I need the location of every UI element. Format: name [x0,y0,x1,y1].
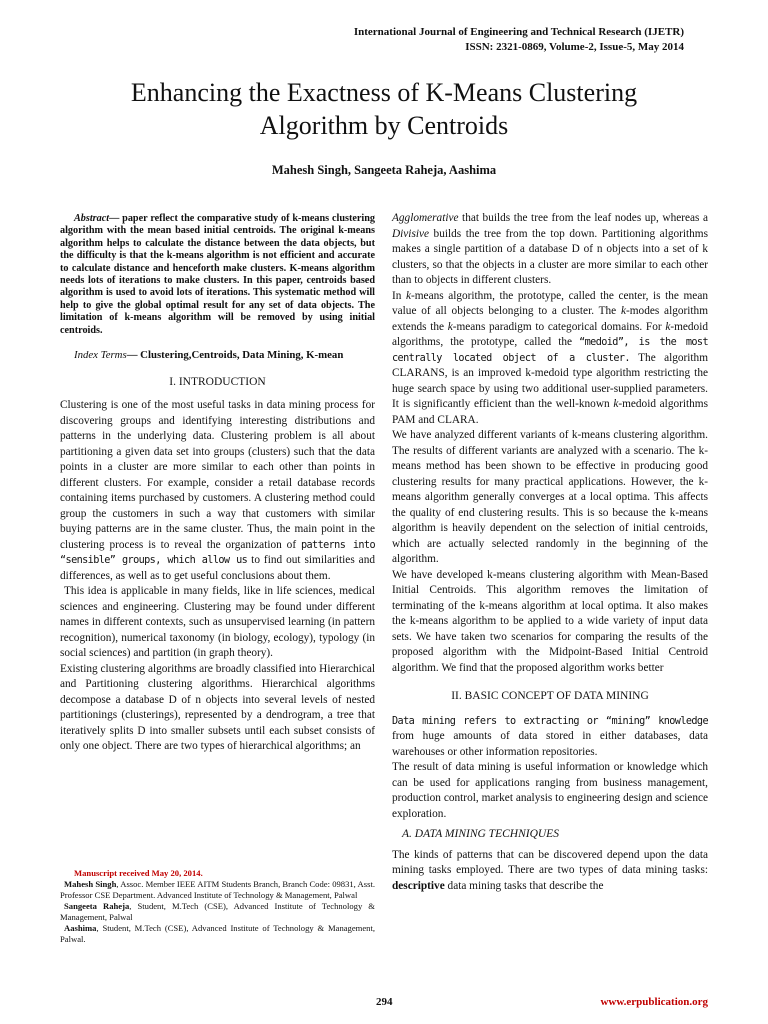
r2-e: -medoid algorithms, the prototype, called the [392,320,708,348]
index-terms-label: Index Terms [74,349,127,362]
intro-p1-text-a: Clustering is one of the most useful tasks in data mining process for discovering groups and identifying interesting distributions and patterns in the underlying data. Clustering problem is all about partitioning a given data set into groups (clusters) such that the data points in a cluster are more similar to each other than points in different clusters. For example, consider a retail database records containing items purchased by customers. A clustering method could group the customers in such a way that customers with similar buying patterns are in the same cluster. Thus, the main point in the clustering process is to reveal the organization of [60,399,375,551]
fn-name-1: Mahesh Singh [64,879,117,889]
r2-a: In [392,289,406,302]
dm-paragraph-2: The result of data mining is useful information or knowledge which can be used for applications ranging from business management, production control, market analysis to engineering design and science exploration. [392,761,708,820]
footnote-author-1 [60,879,375,901]
r2-d: -means paradigm to categorical domains. For [452,320,666,333]
r2-b: -means algorithm, the prototype, called the center, is the mean value of all objects belonging to a cluster. The [392,289,708,317]
r2-c: -modes algorithm extends the [392,305,708,333]
right-paragraph-3: We have analyzed different variants of k-means clustering algorithm. The results of different variants are analyzed with a scenario. The k-means method has been shown to be effective in producing good clustering results for many practical applications. However, the k-means algorithm generally converges at a local optima. This affects the quality of end clustering results. This is so because the k-means algorithm is heavily dependent on the selection of initial centroids, which are actually selected randomly in the beginning of the algorithm. [392,429,708,565]
index-terms [60,348,375,364]
journal-issn: ISSN: 2321-0869, Volume-2, Issue-5, May 2014 [465,41,684,53]
journal-header [354,25,684,55]
journal-name: International Journal of Engineering and Technical Research (IJETR) [353,26,684,38]
dm-p3-a: The kinds of patterns that can be discovered depend upon the data mining tasks employed. There are two types of data mining tasks: [392,848,708,876]
r2-k3: k [447,320,453,333]
r2-g: -medoid algorithms PAM and CLARA. [392,398,708,426]
section-2-heading: II. BASIC CONCEPT OF DATA MINING [451,690,649,702]
fn-text-3: , Student, M.Tech (CSE), Advanced Institute of Technology & Management, Palwal. [60,923,375,944]
manuscript-received: Manuscript received May 20, 2014. [74,868,203,878]
abstract-text: — paper reflect the comparative study of k-means clustering algorithm with the mean based initial centroids. The original k-means algorithm helps to calculate the distance between the data objects, but the difficulty is that the k-means algorithm is not efficient and accurate to calculate distance and henceforth make clusters. K-means algorithm needs lots of iterations to make clusters. In this paper, centroids based algorithm is used to avoid lots of iterations. This systematic method will help to give the global optimal result for any set of data objects. The limitation of k-means algorithm will be removed by using initial centroids. [60,213,375,336]
footnote-author-2 [60,901,375,923]
publisher-website: www.erpublication.org [600,996,708,1008]
subsection-a-heading: A. DATA MINING TECHNIQUES [402,828,559,840]
right-paragraph-4: We have developed k-means clustering algorithm with Mean-Based Initial Centroids. This algorithm removes the limitation of terminating of the k-means algorithm at local optima. It also makes the k-means algorithm to be applied to a wide variety of input data sets. We have taken two scenarios for comparing the results of the proposed algorithm with the Midpoint-Based Initial Centroid algorithm. We find that the proposed algorithm works better [392,568,708,674]
right-paragraph-2 [392,289,708,429]
title-line-2: Algorithm by Centroids [259,111,509,140]
left-column [60,213,375,755]
fn-name-3: Aashima [64,923,97,933]
dm-paragraph-3 [392,848,708,895]
dm-p1-text: from huge amounts of data stored in either databases, data warehouses or other information repositories. [392,730,708,758]
r1-text-a: that builds the tree from the leaf nodes up, whereas a [458,212,708,224]
dm-p3-bold: descriptive [392,879,445,892]
r2-mono: “medoid”, is the most centrally located object of a cluster. [392,337,708,364]
page-number: 294 [376,996,393,1008]
footnote [60,868,375,945]
authors: Mahesh Singh, Sangeeta Raheja, Aashima [271,163,497,177]
dm-p1-mono: Data mining refers to extracting or “mining” knowledge [392,715,708,727]
r2-k2: k [620,305,626,317]
right-column [392,211,708,894]
r2-k5: k [613,398,619,410]
footnote-author-3 [60,923,375,945]
intro-p1-text-b: to find out similarities and differences, as well as to get useful conclusions about them. [60,554,375,582]
r1-text-b: builds the tree from the top down. Partitioning algorithms makes a single partition of a database D of n objects into a set of k clusters, so that the objects in a cluster are more similar to each other than to objects in different clusters. [392,227,708,286]
fn-text-2: , Student, M.Tech (CSE), Advanced Institute of Technology & Management, Palwal [60,901,375,922]
r2-f: The algorithm CLARANS, is an improved k-medoid type algorithm restricting the huge search space by using two additional user-supplied parameters. It is significantly efficient than the well-known [392,351,708,410]
term-agglomerative: Agglomerative [392,212,459,224]
paper-title [60,76,708,142]
intro-paragraph-2: This idea is applicable in many fields, like in life sciences, medical sciences and engineering. Clustering may be found under different names in different contexts, such as unsupervised learning (in pattern recognition), numerical taxonomy (in biology, ecology), typology (in social sciences) and partition (in graph theory). [60,585,375,660]
right-paragraph-1 [392,211,708,289]
title-line-1: Enhancing the Exactness of K-Means Clustering [130,78,638,107]
intro-p1-mono: patterns into “sensible” groups, which allow us [60,539,375,567]
intro-paragraph-3: Existing clustering algorithms are broadly classified into Hierarchical and Partitioning clustering algorithms. Hierarchical algorithms decompose a database D of n objects into several levels of nested partitionings (clusterings), represented by a dendrogram, a tree that iteratively splits D into smaller subsets until each subset consists of only one object. There are two types of hierarchical algorithms; an [60,662,375,753]
index-terms-text: — Clustering,Centroids, Data Mining, K-mean [126,349,344,362]
abstract-label: Abstract [74,213,110,224]
section-1-heading: I. INTRODUCTION [169,375,266,388]
intro-paragraph-1 [60,398,375,584]
fn-name-2: Sangeeta Raheja [64,901,130,911]
term-divisive: Divisive [392,227,430,240]
r2-k1: k [405,289,411,302]
abstract [60,213,375,337]
fn-text-1: , Assoc. Member IEEE AITM Students Branch, Branch Code: 09831, Asst. Professor CSE Department. Advanced Institute of Technology & Management, Palwal [60,879,375,900]
r2-k4: k [665,320,671,333]
dm-p3-b: data mining tasks that describe the [444,879,604,892]
dm-paragraph-1 [392,714,708,761]
